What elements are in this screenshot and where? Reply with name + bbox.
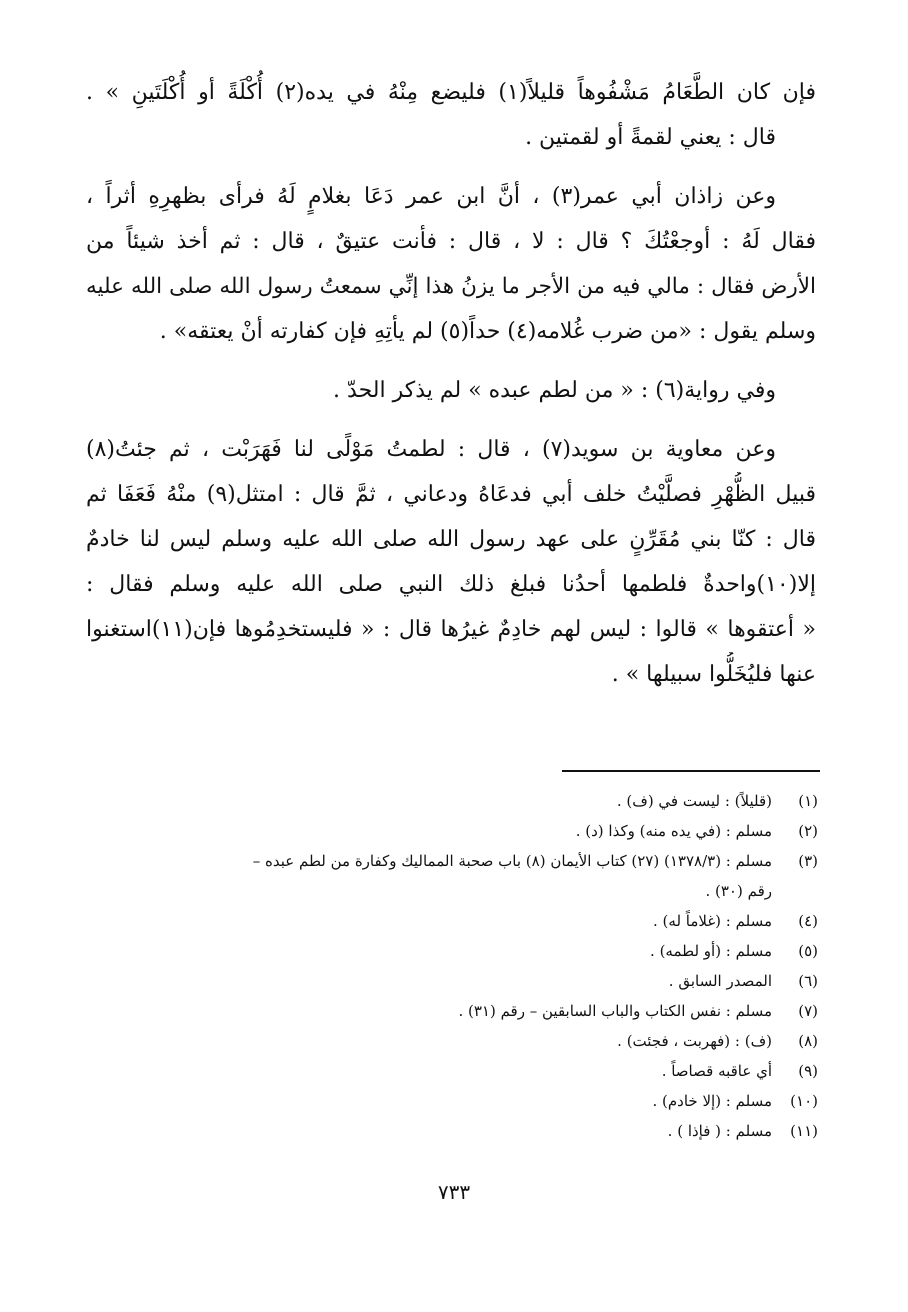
footnote	[86, 966, 818, 996]
footnote-number: (٣)	[798, 852, 818, 870]
paragraph-gap	[86, 160, 816, 174]
text-line: وعن زاذان أبي عمر(٣) ، أنَّ ابن عمر دَعَا بغلامٍ لَهُ فرأى بظهرِهِ أثراً ،	[86, 184, 776, 209]
footnote-number: (٤)	[798, 912, 818, 930]
footnote-text: مسلم : ( فإذا ) .	[667, 1122, 772, 1140]
text-line: وفي رواية(٦) : « من لطم عبده » لم يذكر الحدّ .	[333, 378, 776, 403]
footnote-text: (ف) : (فهربت ، فجئت) .	[617, 1032, 772, 1050]
footnote-number: (٦)	[798, 972, 818, 990]
footnote	[86, 1086, 818, 1116]
footnote-number: (١٠)	[790, 1092, 818, 1110]
footnote-text: المصدر السابق .	[668, 972, 772, 990]
footnote	[86, 1116, 818, 1146]
footnote-text: مسلم : (أو لطمه) .	[650, 942, 772, 960]
footnote	[86, 1056, 818, 1086]
footnote	[86, 996, 818, 1026]
footnote-continuation: رقم (٣٠) .	[705, 882, 772, 900]
text-line: الأرض فقال : مالي فيه من الأجر ما يزنُ هذا إنِّي سمعتُ رسول الله صلى الله عليه	[86, 274, 816, 299]
footnote-number: (٨)	[798, 1032, 818, 1050]
text-line: عنها فليُخَلُّوا سبيلها » .	[611, 662, 816, 687]
footnote	[86, 1026, 818, 1056]
footnote-text: مسلم : (١٣٧٨/٣) (٢٧) كتاب الأيمان (٨) باب صحبة المماليك وكفارة من لطم عبده –	[252, 852, 772, 870]
text-line: فقال لَهُ : أوجعْتُكَ ؟ قال : لا ، قال : فأنت عتيقٌ ، قال : ثم أخذ شيئاً من	[86, 229, 816, 254]
paragraph-gap	[86, 354, 816, 368]
footnote-number: (١)	[798, 792, 818, 810]
text-line: إلا(١٠)واحدةٌ فلطمها أحدُنا فبلغ ذلك النبي صلى الله عليه وسلم فقال :	[86, 572, 816, 597]
footnote	[86, 816, 818, 846]
text-line: قال : يعني لقمةً أو لقمتين .	[525, 125, 776, 150]
footnote-number: (٥)	[798, 942, 818, 960]
text-line: قبيل الظُّهْرِ فصلَّيْتُ خلف أبي فدعَاهُ ودعاني ، ثمَّ قال : امتثل(٩) منْهُ فَعَفَا ثم	[86, 482, 816, 507]
text-line: « أعتقوها » قالوا : ليس لهم خادِمٌ غيرُها قال : « فليستخدِمُوها فإن(١١)استغنوا	[86, 617, 816, 642]
footnote-text: أي عاقبه قصاصاً .	[661, 1062, 772, 1080]
footnote-number: (٢)	[798, 822, 818, 840]
footnote	[86, 846, 818, 876]
footnote-text: مسلم : (غلاماً له) .	[653, 912, 772, 930]
footnotes	[86, 786, 818, 1146]
paragraph-gap	[86, 413, 816, 427]
footnote	[86, 786, 818, 816]
footnote	[86, 906, 818, 936]
footnote-text: مسلم : نفس الكتاب والباب السابقين – رقم (٣١) .	[458, 1002, 772, 1020]
footnote-number: (٩)	[798, 1062, 818, 1080]
text-line: وسلم يقول : «من ضرب غُلامه(٤) حداً(٥) لم يأتِهِ فإن كفارته أنْ يعتقه» .	[159, 319, 816, 344]
footnote-number: (١١)	[790, 1122, 818, 1140]
footnote-text: (قليلاً) : ليست في (ف) .	[616, 792, 772, 810]
footnote-text: مسلم : (إلا خادم) .	[652, 1092, 772, 1110]
footnote-divider	[562, 770, 820, 772]
text-line: وعن معاوية بن سويد(٧) ، قال : لطمتُ مَوْلًى لنا فَهَرَبْت ، ثم جئتُ(٨)	[86, 437, 776, 462]
text-line: قال : كنّا بني مُقَرِّنٍ على عهد رسول الله صلى الله عليه وسلم ليس لنا خادمٌ	[86, 527, 816, 552]
footnote	[86, 936, 818, 966]
page-number: ٧٣٣	[437, 1180, 471, 1204]
main-text	[86, 70, 816, 697]
footnote-number: (٧)	[798, 1002, 818, 1020]
footnote-text: مسلم : (في يده منه) وكذا (د) .	[575, 822, 772, 840]
text-line: فإن كان الطَّعَامُ مَشْفُوهاً قليلاً(١) فليضع مِنْهُ في يده(٢) أُكْلَةً أو أُكْلَتَينِ » .	[86, 80, 816, 105]
